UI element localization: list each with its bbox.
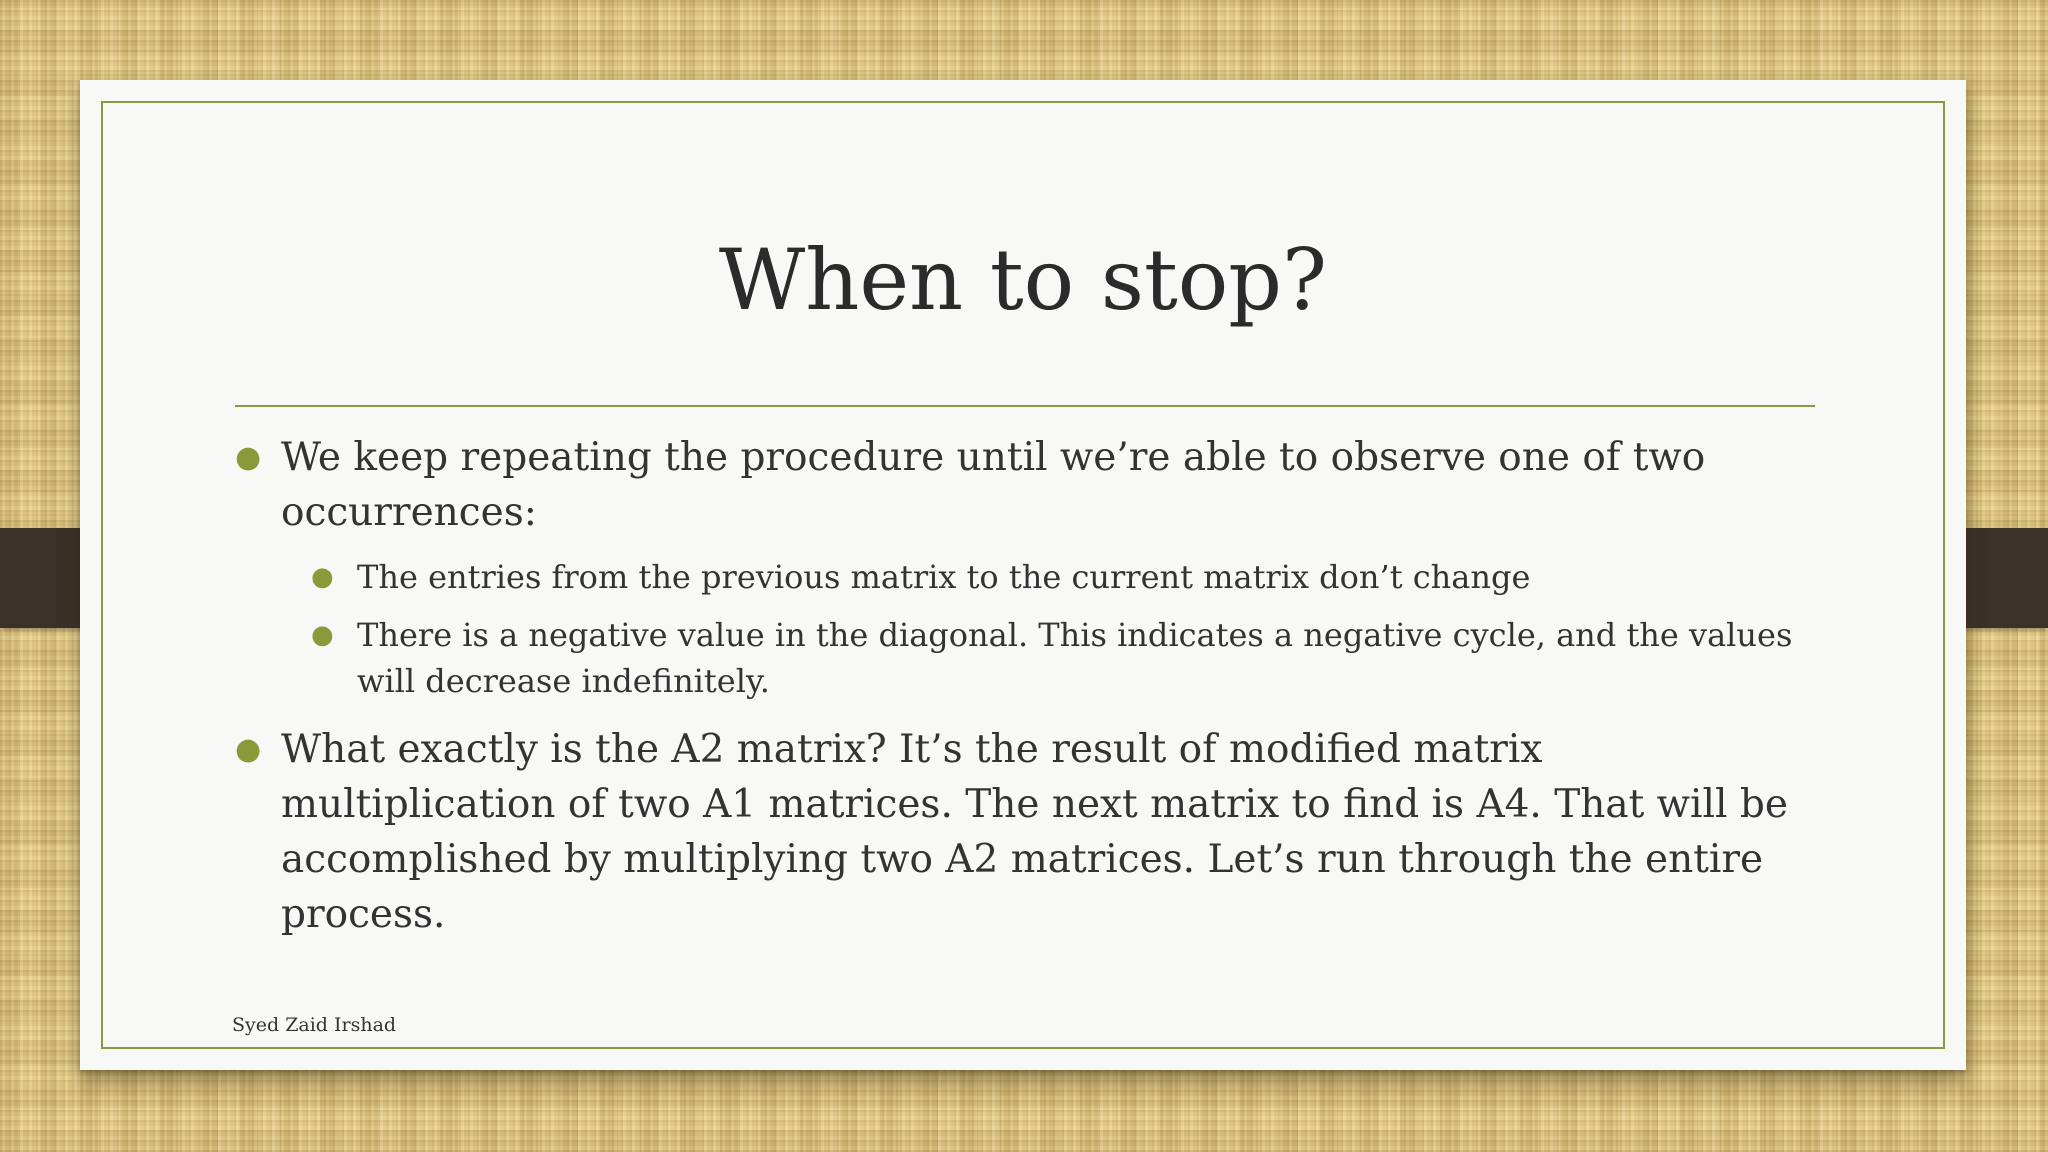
bullet-text: We keep repeating the procedure until we’re able to observe one of two occurrences: [281, 435, 1706, 535]
bullet-icon: ● [311, 620, 334, 650]
bullet-icon: ● [235, 732, 262, 767]
slide [80, 80, 1966, 1070]
sub-bullet-text: The entries from the previous matrix to the current matrix don’t change [357, 558, 1531, 596]
bullet-item [235, 722, 1825, 942]
sub-bullet-item [235, 612, 1825, 704]
title-divider [235, 405, 1815, 407]
footer-author: Syed Zaid Irshad [232, 1014, 397, 1036]
bullet-text: What exactly is the A2 matrix? It’s the result of modified matrix multiplication of two A1 matrices. The next matrix to find is A4. That will be accomplished by multiplying two A2 matrices. Let’s run through the entire process. [281, 727, 1788, 937]
slide-body [235, 430, 1825, 956]
slide-title: When to stop? [718, 231, 1328, 329]
sub-bullet-item [235, 554, 1825, 600]
bullet-item [235, 430, 1825, 540]
bullet-icon: ● [235, 440, 262, 475]
sub-bullet-text: There is a negative value in the diagonal. This indicates a negative cycle, and the values will decrease indefinitely. [357, 616, 1793, 700]
bullet-icon: ● [311, 562, 334, 592]
